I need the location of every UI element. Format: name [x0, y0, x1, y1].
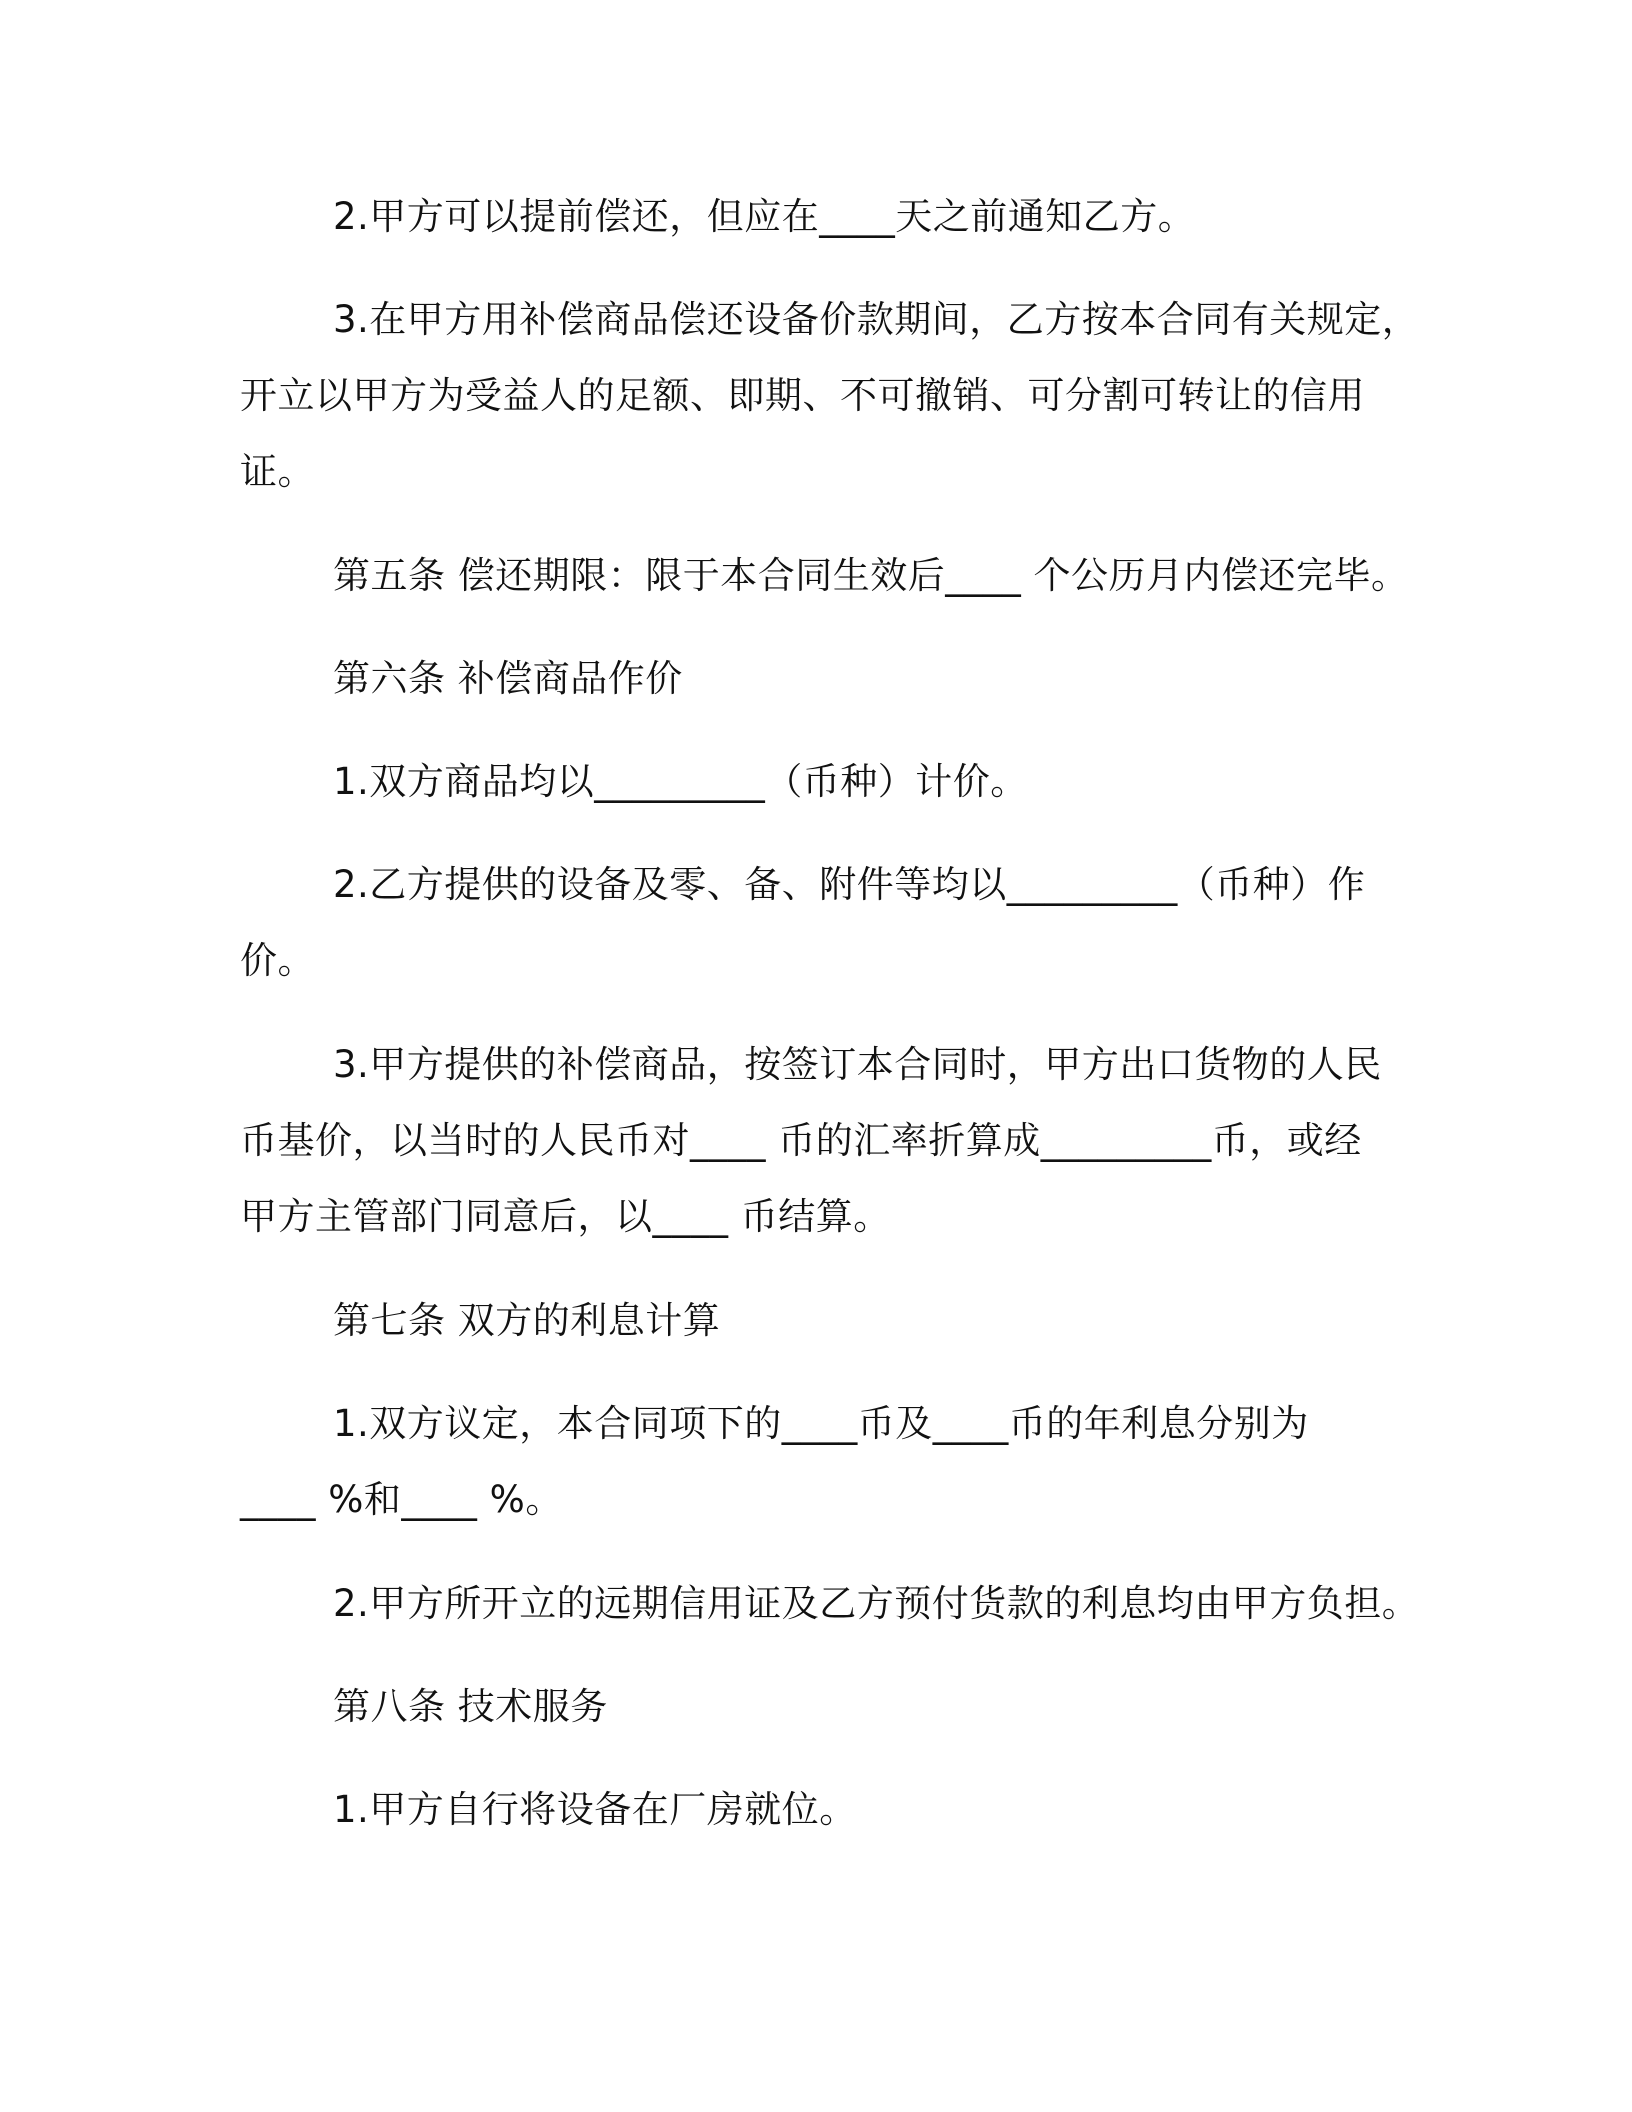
paragraph-line: 2.甲方可以提前偿还，但应在____天之前通知乙方。 — [333, 195, 1196, 238]
article-heading: 第五条 偿还期限：限于本合同生效后____ 个公历月内偿还完毕。 — [333, 554, 1409, 597]
paragraph-line: 币基价，以当时的人民币对____ 币的汇率折算成_________币，或经 — [240, 1119, 1362, 1162]
paragraph-line: ____ %和____ %。 — [240, 1478, 563, 1521]
paragraph-line: 1.双方议定，本合同项下的____币及____币的年利息分别为 — [333, 1402, 1309, 1445]
article-heading: 第七条 双方的利息计算 — [333, 1299, 721, 1342]
paragraph-line: 2.乙方提供的设备及零、备、附件等均以_________（币种）作 — [333, 863, 1366, 906]
article-heading: 第八条 技术服务 — [333, 1685, 608, 1728]
paragraph-line: 价。 — [240, 939, 315, 982]
paragraph-line: 3.在甲方用补偿商品偿还设备价款期间，乙方按本合同有关规定， — [333, 298, 1420, 341]
paragraph-line: 1.甲方自行将设备在厂房就位。 — [333, 1788, 857, 1831]
paragraph-line: 1.双方商品均以_________（币种）计价。 — [333, 760, 1028, 803]
paragraph-line: 3.甲方提供的补偿商品，按签订本合同时，甲方出口货物的人民 — [333, 1043, 1382, 1086]
paragraph-line: 2.甲方所开立的远期信用证及乙方预付货款的利息均由甲方负担。 — [333, 1582, 1420, 1625]
article-heading: 第六条 补偿商品作价 — [333, 657, 683, 700]
paragraph-line: 开立以甲方为受益人的足额、即期、不可撤销、可分割可转让的信用 — [240, 374, 1365, 417]
paragraph-line: 甲方主管部门同意后，以____ 币结算。 — [240, 1195, 891, 1238]
paragraph-line: 证。 — [240, 450, 315, 493]
